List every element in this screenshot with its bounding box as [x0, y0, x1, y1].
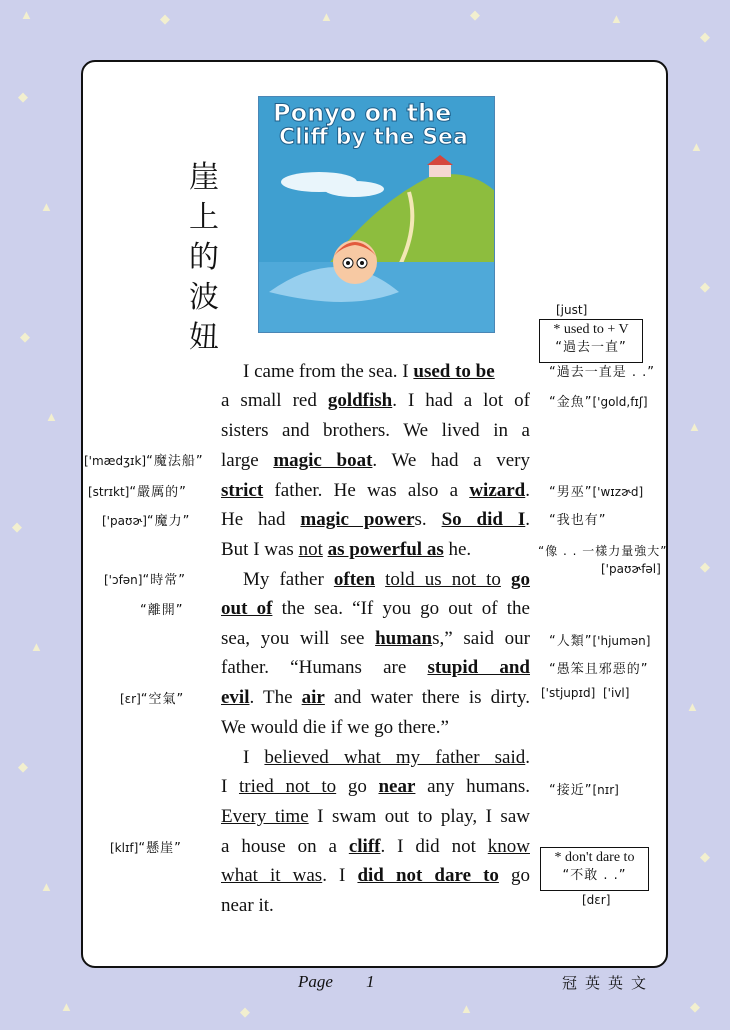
left-note: [strɪkt]“嚴厲的” — [88, 485, 187, 500]
cover-title-1: Ponyo on the — [273, 99, 452, 127]
text-line: father. “Humans are stupid and — [221, 657, 530, 678]
stupid-ipa: ['stjupɪd] — [541, 686, 596, 700]
page-number: 1 — [366, 972, 375, 991]
powerful-ipa: ['paʊɚfəl] — [601, 562, 661, 576]
dare-box — [540, 847, 649, 891]
dare-meaning: “不敢 . .” — [562, 868, 627, 883]
left-note: ['paʊɚ]“魔力” — [102, 514, 191, 529]
human-note: “人類”['hjumən] — [549, 634, 651, 649]
text-line: I believed what my father said. — [243, 747, 530, 768]
text-line: what it was. I did not dare to go — [221, 865, 531, 886]
goldfish-note: “金魚”['gold,fɪʃ] — [549, 395, 648, 410]
used-to-meaning: “過去一直” — [555, 340, 627, 355]
text-line: I came from the sea. I used to be — [243, 361, 495, 382]
text-line: large magic boat. We had a very — [221, 450, 530, 471]
page-label: Page — [298, 972, 333, 991]
left-note: [klɪf]“懸崖” — [110, 841, 182, 856]
text-line: near it. — [221, 895, 274, 916]
used-to-rule: * used to + V — [553, 322, 629, 337]
text-line: sea, you will see humans,” said our — [221, 628, 530, 649]
text-line: He had magic powers. So did I. — [221, 509, 531, 530]
text-line: evil. The air and water there is dirty. — [221, 687, 530, 708]
text-line: But I was not as powerful as he. — [221, 539, 472, 560]
dare-rule: * don't dare to — [554, 850, 635, 865]
text-line: Every time I swam out to play, I saw — [221, 806, 530, 827]
used-to-box — [539, 319, 643, 363]
text-line: sisters and brothers. We lived in a — [221, 420, 530, 441]
text-line: My father often told us not to go — [243, 569, 530, 590]
brand-name: 冠英英文 — [562, 974, 655, 992]
text-line: a house on a cliff. I did not know — [221, 836, 530, 857]
left-note: ['mædʒɪk]“魔法船” — [84, 454, 204, 469]
text-line: a small red goldfish. I had a lot of — [221, 390, 531, 411]
me-too-note: “我也有” — [549, 513, 607, 528]
left-note: ['ɔfən]“時常” — [104, 573, 186, 588]
text-line: strict father. He was also a wizard. — [221, 480, 530, 501]
near-note: “接近”[nɪr] — [549, 783, 619, 798]
left-note: “離開” — [140, 603, 184, 618]
wizard-note: “男巫”['wɪzɚd] — [549, 485, 644, 500]
text-line: We would die if we go there.” — [221, 717, 449, 738]
just-ipa: [just] — [556, 303, 588, 317]
text-line: out of the sea. “If you go out of the — [221, 598, 530, 619]
text-line: I tried not to go near any humans. — [221, 776, 531, 797]
left-note: [ɛr]“空氣” — [120, 692, 185, 707]
cover-illustration — [258, 96, 495, 333]
dare-ipa: [dɛr] — [582, 893, 611, 907]
evil-ipa: ['ivl] — [603, 686, 630, 700]
past-always-note: “過去一直是 . .” — [549, 365, 655, 380]
cover-title-2: Cliff by the Sea — [279, 125, 468, 150]
stupid-evil-note: “愚笨且邪惡的” — [549, 662, 649, 677]
as-powerful-note: “像 . . 一樣力量強大” — [538, 544, 668, 558]
vertical-title: 崖上的波妞 — [189, 160, 219, 355]
